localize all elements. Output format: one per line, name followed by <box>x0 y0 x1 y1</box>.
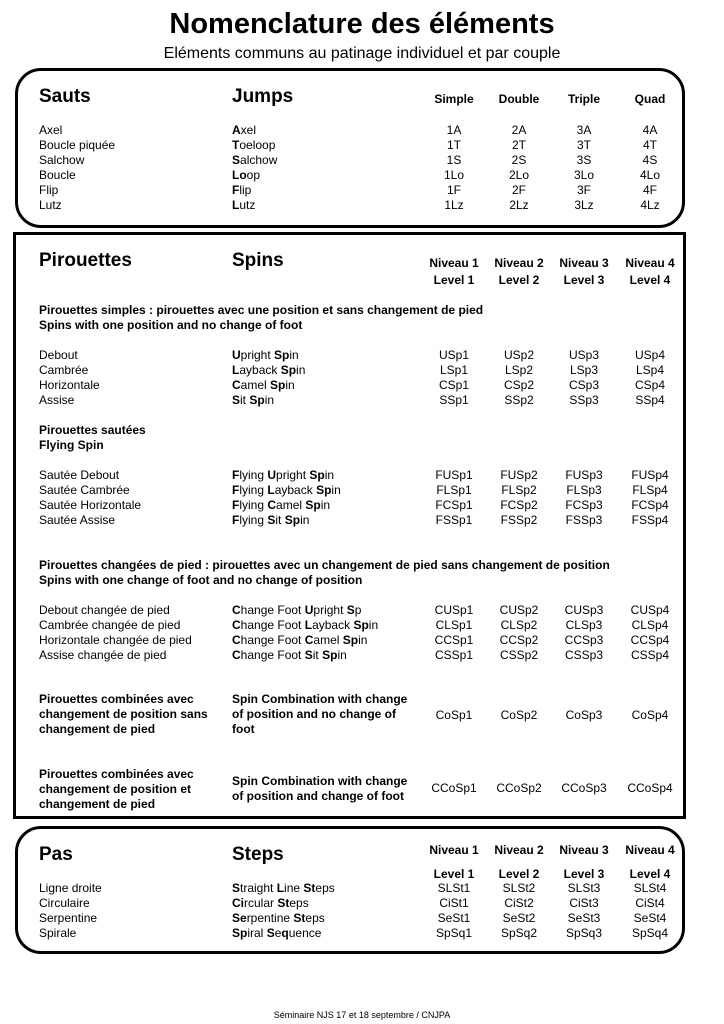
spin-code: CSp4 <box>634 378 666 392</box>
flying-spin-name-en: Flying Sit Spin <box>232 513 310 527</box>
step-code: CiSt1 <box>439 896 469 910</box>
combo-spin-code: CoSp1 <box>435 708 473 722</box>
jump-code: 4Lo <box>639 168 661 182</box>
flying-spin-code: FCSp4 <box>631 498 669 512</box>
flying-spin-name-fr: Sautée Debout <box>39 468 120 482</box>
jump-code: 3A <box>576 123 592 137</box>
jump-code: 3F <box>576 183 591 197</box>
jump-code: 3S <box>576 153 592 167</box>
jumps-column-header: Quad <box>634 92 666 106</box>
change-spin-name-fr: Assise changée de pied <box>39 648 167 662</box>
spin-code: CSp3 <box>568 378 600 392</box>
spins-level-en: Level 4 <box>629 273 671 287</box>
flying-spin-code: FLSp4 <box>632 483 668 497</box>
spin-code: USp4 <box>634 348 666 362</box>
jump-name-fr: Salchow <box>39 153 85 167</box>
steps-level-fr: Niveau 1 <box>429 843 479 857</box>
jumps-column-header: Triple <box>567 92 600 106</box>
spin-code: CSp1 <box>438 378 470 392</box>
footer: Séminaire NJS 17 et 18 septembre / CNJPA <box>273 1010 451 1020</box>
step-code: CiSt4 <box>635 896 665 910</box>
flying-spin-code: FLSp3 <box>566 483 602 497</box>
step-code: SpSq1 <box>435 926 473 940</box>
jump-code: 4S <box>642 153 658 167</box>
spins-level-en: Level 3 <box>563 273 605 287</box>
jump-code: 2S <box>511 153 527 167</box>
change-spin-code: CSSp2 <box>499 648 539 662</box>
jumps-header-fr: Sauts <box>39 86 91 107</box>
change-spin-code: CUSp3 <box>564 603 604 617</box>
change-combo-spin-code: CCoSp1 <box>431 781 477 795</box>
change-spin-code: CCSp2 <box>499 633 539 647</box>
jump-code: 1Lz <box>444 198 464 212</box>
spin-name-fr: Debout <box>39 348 78 362</box>
jump-code: 1F <box>446 183 461 197</box>
change-combo-spin-code: CCoSp4 <box>627 781 673 795</box>
spins-header-en: Spins <box>232 250 284 271</box>
change-combo-spin-code: CCoSp2 <box>496 781 542 795</box>
flying-spin-name-en: Flying Camel Spin <box>232 498 331 512</box>
jump-code: 3Lo <box>573 168 595 182</box>
flying-spins-heading-fr: Pirouettes sautées <box>39 423 146 437</box>
change-spin-name-en: Change Foot Upright Sp <box>232 603 362 617</box>
change-spin-code: CUSp4 <box>630 603 670 617</box>
spin-code: LSp2 <box>504 363 534 377</box>
flying-spin-code: FUSp1 <box>435 468 473 482</box>
change-combo-spin-name-en: Spin Combination with change of position and change of foot <box>232 774 408 803</box>
change-spin-code: CCSp3 <box>564 633 604 647</box>
jumps-header-en: Jumps <box>232 86 294 107</box>
change-spin-code: CSSp1 <box>434 648 474 662</box>
flying-spin-code: FUSp2 <box>500 468 538 482</box>
step-code: SpSq3 <box>565 926 603 940</box>
steps-level-fr: Niveau 2 <box>494 843 544 857</box>
steps-level-en: Level 4 <box>629 867 671 881</box>
step-code: SpSq4 <box>631 926 669 940</box>
steps-level-en: Level 3 <box>563 867 605 881</box>
jump-name-fr: Flip <box>39 183 59 197</box>
spin-name-fr: Horizontale <box>39 378 100 392</box>
step-code: SeSt2 <box>502 911 536 925</box>
flying-spin-code: FSSp3 <box>565 513 603 527</box>
jump-name-fr: Boucle piquée <box>39 138 116 152</box>
flying-spin-code: FUSp3 <box>565 468 603 482</box>
flying-spin-name-en: Flying Upright Spin <box>232 468 335 482</box>
jump-code: 2A <box>511 123 527 137</box>
spin-name-fr: Assise <box>39 393 75 407</box>
spins-header-fr: Pirouettes <box>39 250 132 271</box>
jumps-column-header: Double <box>498 92 540 106</box>
combo-spin-code: CoSp2 <box>500 708 538 722</box>
change-combo-spin-code: CCoSp3 <box>561 781 607 795</box>
spin-code: LSp3 <box>569 363 599 377</box>
step-name-en: Serpentine Steps <box>232 911 325 925</box>
flying-spin-name-fr: Sautée Cambrée <box>39 483 130 497</box>
page-title: Nomenclature des éléments <box>169 8 555 40</box>
spin-name-en: Upright Spin <box>232 348 299 362</box>
step-code: CiSt3 <box>569 896 599 910</box>
spin-name-en: Layback Spin <box>232 363 306 377</box>
simple-spins-heading-en: Spins with one position and no change of foot <box>39 318 303 332</box>
spin-code: SSp1 <box>439 393 469 407</box>
jump-name-en: Axel <box>232 123 257 137</box>
flying-spin-code: FCSp2 <box>500 498 538 512</box>
step-name-fr: Spirale <box>39 926 77 940</box>
jump-code: 3T <box>576 138 591 152</box>
jump-code: 3Lz <box>574 198 594 212</box>
change-spin-code: CSSp3 <box>564 648 604 662</box>
jump-name-en: Flip <box>232 183 252 197</box>
spins-level-en: Level 1 <box>433 273 475 287</box>
spin-code: SSp3 <box>569 393 599 407</box>
combo-spin-code: CoSp4 <box>631 708 669 722</box>
spins-level-fr: Niveau 2 <box>494 256 544 270</box>
spins-level-fr: Niveau 1 <box>429 256 479 270</box>
combo-spin-name-fr: Pirouettes combinées avec changement de position sans changement de pied <box>39 692 208 736</box>
jump-name-en: Toeloop <box>232 138 276 152</box>
spins-level-fr: Niveau 4 <box>625 256 675 270</box>
jump-name-en: Lutz <box>232 198 256 212</box>
step-name-fr: Ligne droite <box>39 881 102 895</box>
jump-name-en: Salchow <box>232 153 278 167</box>
jump-code: 2Lo <box>508 168 530 182</box>
jump-code: 1Lo <box>443 168 465 182</box>
step-code: SLSt2 <box>502 881 536 895</box>
steps-header-fr: Pas <box>39 844 73 865</box>
change-spin-code: CUSp1 <box>434 603 474 617</box>
jump-code: 2Lz <box>509 198 529 212</box>
steps-level-en: Level 2 <box>498 867 540 881</box>
jump-code: 2T <box>511 138 526 152</box>
simple-spins-heading-fr: Pirouettes simples : pirouettes avec une position et sans changement de pied <box>39 303 484 317</box>
change-spins-heading-en: Spins with one change of foot and no change of position <box>39 573 363 587</box>
spin-code: SSp4 <box>635 393 665 407</box>
change-combo-spin-name-fr: Pirouettes combinées avec changement de position et changement de pied <box>39 767 194 811</box>
change-spins-heading-fr: Pirouettes changées de pied : pirouettes avec un changement de pied sans changement de position <box>39 558 610 572</box>
page-subtitle: Eléments communs au patinage individuel et par couple <box>163 45 561 62</box>
step-code: SLSt3 <box>567 881 601 895</box>
change-spin-code: CCSp4 <box>630 633 670 647</box>
change-spin-code: CUSp2 <box>499 603 539 617</box>
flying-spin-code: FSSp2 <box>500 513 538 527</box>
change-spin-name-en: Change Foot Sit Spin <box>232 648 347 662</box>
step-name-fr: Circulaire <box>39 896 90 910</box>
flying-spin-name-fr: Sautée Assise <box>39 513 116 527</box>
flying-spin-code: FUSp4 <box>631 468 669 482</box>
jump-name-en: Loop <box>232 168 261 182</box>
spin-code: USp1 <box>438 348 470 362</box>
step-code: SpSq2 <box>500 926 538 940</box>
steps-level-fr: Niveau 4 <box>625 843 675 857</box>
change-spin-name-fr: Cambrée changée de pied <box>39 618 181 632</box>
spin-name-en: Camel Spin <box>232 378 295 392</box>
jump-name-fr: Boucle <box>39 168 76 182</box>
jump-code: 4A <box>642 123 658 137</box>
jump-code: 4Lz <box>640 198 660 212</box>
change-spin-name-en: Change Foot Camel Spin <box>232 633 368 647</box>
jump-code: 1A <box>446 123 462 137</box>
flying-spins-heading-en: Flying Spin <box>39 438 104 452</box>
change-spin-name-en: Change Foot Layback Spin <box>232 618 379 632</box>
step-code: SLSt1 <box>437 881 471 895</box>
step-code: SeSt3 <box>567 911 601 925</box>
spins-level-fr: Niveau 3 <box>559 256 609 270</box>
spins-level-en: Level 2 <box>498 273 540 287</box>
change-spin-code: CLSp4 <box>631 618 669 632</box>
step-name-en: Straight Line Steps <box>232 881 335 895</box>
change-spin-code: CLSp1 <box>435 618 473 632</box>
jump-code: 2F <box>511 183 526 197</box>
flying-spin-code: FSSp4 <box>631 513 669 527</box>
flying-spin-name-en: Flying Layback Spin <box>232 483 341 497</box>
spin-name-fr: Cambrée <box>39 363 89 377</box>
combo-spin-name-en: Spin Combination with change of position and no change of foot <box>232 692 408 736</box>
change-spin-name-fr: Horizontale changée de pied <box>39 633 192 647</box>
change-spin-code: CCSp1 <box>434 633 474 647</box>
step-name-en: Spiral Sequence <box>232 926 322 940</box>
flying-spin-code: FCSp3 <box>565 498 603 512</box>
step-name-fr: Serpentine <box>39 911 98 925</box>
spin-code: LSp4 <box>635 363 665 377</box>
jump-code: 1T <box>446 138 461 152</box>
steps-header-en: Steps <box>232 844 284 865</box>
spin-name-en: Sit Spin <box>232 393 275 407</box>
spin-code: USp3 <box>568 348 600 362</box>
jump-code: 4F <box>642 183 657 197</box>
flying-spin-code: FCSp1 <box>435 498 473 512</box>
change-spin-code: CLSp2 <box>500 618 538 632</box>
step-code: SeSt1 <box>437 911 471 925</box>
step-code: CiSt2 <box>504 896 534 910</box>
flying-spin-code: FLSp2 <box>501 483 537 497</box>
jump-name-fr: Lutz <box>39 198 62 212</box>
step-name-en: Circular Steps <box>232 896 309 910</box>
step-code: SeSt4 <box>633 911 667 925</box>
change-spin-code: CSSp4 <box>630 648 670 662</box>
jump-code: 4T <box>642 138 657 152</box>
steps-level-en: Level 1 <box>433 867 475 881</box>
combo-spin-code: CoSp3 <box>565 708 603 722</box>
jumps-column-header: Simple <box>434 92 474 106</box>
flying-spin-name-fr: Sautée Horizontale <box>39 498 142 512</box>
step-code: SLSt4 <box>633 881 667 895</box>
steps-level-fr: Niveau 3 <box>559 843 609 857</box>
flying-spin-code: FSSp1 <box>435 513 473 527</box>
change-spin-name-fr: Debout changée de pied <box>39 603 170 617</box>
spin-code: LSp1 <box>439 363 469 377</box>
spin-code: CSp2 <box>503 378 535 392</box>
spin-code: USp2 <box>503 348 535 362</box>
change-spin-code: CLSp3 <box>565 618 603 632</box>
jump-code: 1S <box>446 153 462 167</box>
jump-name-fr: Axel <box>39 123 63 137</box>
spin-code: SSp2 <box>504 393 534 407</box>
flying-spin-code: FLSp1 <box>436 483 472 497</box>
